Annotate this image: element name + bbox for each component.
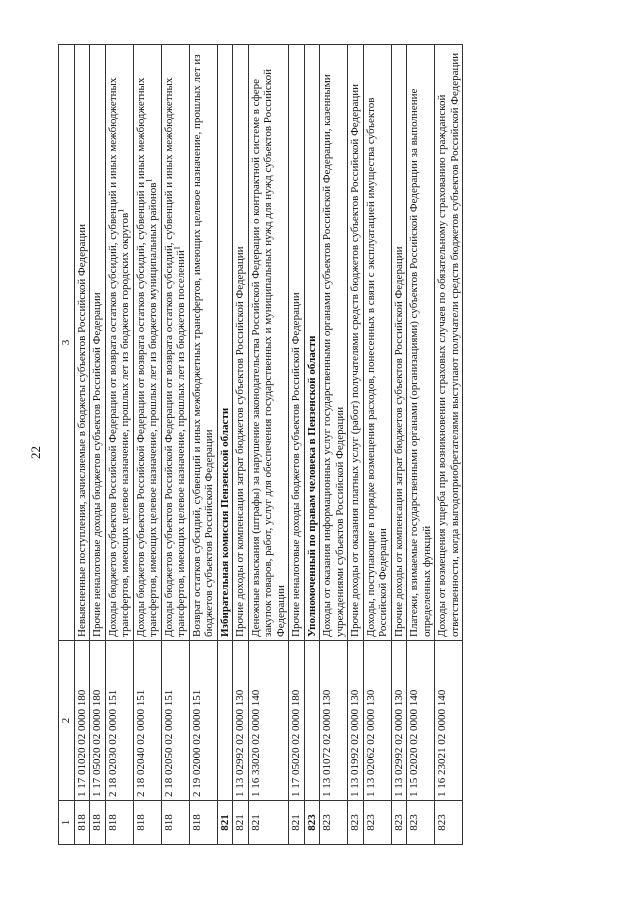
- description-cell: [435, 45, 463, 641]
- description-text: Прочие неналоговые доходы бюджетов субъектов Российской Федерации: [91, 292, 103, 637]
- budget-code-cell: 1 16 23021 02 0000 140: [435, 641, 463, 801]
- admin-code-cell: 823: [407, 801, 435, 845]
- budget-code-cell: 2 18 02030 02 0000 151: [105, 641, 133, 801]
- footnote-marker: 1: [172, 246, 182, 251]
- description-cell: [90, 45, 106, 641]
- table-row: [320, 45, 348, 845]
- header-col-1: 1: [59, 801, 75, 845]
- table-row: [133, 45, 161, 845]
- description-cell: [407, 45, 435, 641]
- budget-code-cell: 1 17 05020 02 0000 180: [90, 641, 106, 801]
- description-text: Прочие доходы от оказания платных услуг (работ) получателями средств бюджетов субъектов Российской Федерации: [349, 83, 361, 637]
- budget-code-cell: 2 18 02050 02 0000 151: [161, 641, 189, 801]
- table-row: [161, 45, 189, 845]
- table-row: [363, 45, 391, 845]
- description-text: Избирательная комиссия Пензенской области: [218, 407, 231, 637]
- table-row: [435, 45, 463, 845]
- description-text: Прочие доходы от компенсации затрат бюджетов субъектов Российской Федерации: [392, 246, 405, 637]
- table-row: [289, 45, 305, 845]
- admin-code-cell: 823: [363, 801, 391, 845]
- description-text: Возврат остатков субсидий, субвенций и иных межбюджетных трансфертов, имеющих целевое назначение, прошлых лет из бюджетов субъектов Российской Федерации: [190, 54, 215, 637]
- admin-code-cell: 823: [320, 801, 348, 845]
- admin-code-cell: 818: [161, 801, 189, 845]
- admin-code-cell: 823: [304, 801, 320, 845]
- budget-code-cell: 1 16 33020 02 0000 140: [248, 641, 289, 801]
- description-text: Доходы бюджетов субъектов Российской Федерации от возврата остатков субсидий, субвенций и иных межбюджетных трансфертов, имеющих целевое назначение, прошлых лет из бюджетов городских округов: [106, 77, 131, 637]
- table-row: [105, 45, 133, 845]
- description-cell: [105, 45, 133, 641]
- income-codes-table: [58, 44, 463, 845]
- description-text: Доходы бюджетов субъектов Российской Федерации от возврата остатков субсидий, субвенций и иных межбюджетных трансфертов, имеющих целевое назначение, прошлых лет из бюджетов муниципальных районов: [134, 77, 159, 637]
- description-text: Невыясненные поступления, зачисляемые в бюджеты субъектов Российской Федерации: [75, 224, 88, 637]
- budget-code-cell: 1 13 02992 02 0000 130: [233, 641, 249, 801]
- description-cell: [320, 45, 348, 641]
- description-text: Прочие неналоговые доходы бюджетов субъектов Российской Федерации: [290, 292, 302, 637]
- budget-code-cell: 1 13 02992 02 0000 130: [391, 641, 407, 801]
- description-text: Прочие доходы от компенсации затрат бюджетов субъектов Российской Федерации: [234, 246, 246, 637]
- description-cell: [189, 45, 217, 641]
- description-cell: [391, 45, 407, 641]
- description-text: Уполномоченный по правам человека в Пензенской области: [305, 335, 318, 637]
- budget-code-cell: 1 17 01020 02 0000 180: [74, 641, 90, 801]
- budget-code-cell: 1 13 01072 02 0000 130: [320, 641, 348, 801]
- description-text: Платежи, взимаемые государственными органами (организациями) субъектов Российской Федерации за выполнение определенных функций: [408, 88, 433, 637]
- description-cell: [217, 45, 233, 641]
- description-cell: [133, 45, 161, 641]
- budget-code-cell: 2 19 02000 02 0000 151: [189, 641, 217, 801]
- admin-code-cell: 823: [348, 801, 364, 845]
- budget-code-cell: [304, 641, 320, 801]
- description-cell: [304, 45, 320, 641]
- budget-code-cell: 1 15 02020 02 0000 140: [407, 641, 435, 801]
- budget-code-cell: 1 13 01992 02 0000 130: [348, 641, 364, 801]
- description-cell: [348, 45, 364, 641]
- description-cell: [233, 45, 249, 641]
- table-row: [90, 45, 106, 845]
- table-row: [407, 45, 435, 845]
- admin-code-cell: 818: [90, 801, 106, 845]
- admin-code-cell: 818: [189, 801, 217, 845]
- section-heading-row: [217, 45, 233, 845]
- admin-code-cell: 818: [133, 801, 161, 845]
- description-cell: [248, 45, 289, 641]
- table-row: [348, 45, 364, 845]
- description-text: Доходы бюджетов субъектов Российской Федерации от возврата остатков субсидий, субвенций и иных межбюджетных трансфертов, имеющих целевое назначение, прошлых лет из бюджетов поселений: [162, 77, 187, 637]
- admin-code-cell: 821: [233, 801, 249, 845]
- table-header-row: [59, 45, 75, 845]
- header-col-3: 3: [59, 45, 75, 641]
- description-text: Доходы, поступающие в порядке возмещения расходов, понесенных в связи с эксплуатацией имущества субъектов Российской Федерации: [364, 97, 389, 637]
- admin-code-cell: 823: [391, 801, 407, 845]
- table-row: [189, 45, 217, 845]
- header-col-2: 2: [59, 641, 75, 801]
- table-row: [233, 45, 249, 845]
- table-row: [248, 45, 289, 845]
- admin-code-cell: 821: [248, 801, 289, 845]
- admin-code-cell: 821: [289, 801, 305, 845]
- description-cell: [289, 45, 305, 641]
- admin-code-cell: 821: [217, 801, 233, 845]
- table-body: [74, 45, 463, 845]
- description-text: Доходы от возмещения ущерба при возникновении страховых случаев по обязательному страхованию гражданской ответственности, когда выгодоприобретателями выступают получатели средств бюджетов субъектов Российской Федерации: [436, 52, 461, 637]
- footnote-marker: 1: [116, 208, 126, 213]
- admin-code-cell: 823: [435, 801, 463, 845]
- description-text: Доходы от оказания информационных услуг государственными органами субъектов Российской Федерации, казенными учреждениями субъектов Российской Федерации: [321, 74, 346, 637]
- budget-code-cell: 1 13 02062 02 0000 130: [363, 641, 391, 801]
- section-heading-row: [304, 45, 320, 845]
- budget-code-cell: 1 17 05020 02 0000 180: [289, 641, 305, 801]
- admin-code-cell: 818: [105, 801, 133, 845]
- description-text: Денежные взыскания (штрафы) за нарушение законодательства Российской Федерации о контрактной системе в сфере закупок товаров, работ, услуг для обеспечения государственных и муниципальных нужд для нужд субъектов Российской Федерации: [249, 69, 287, 637]
- page-number: 22: [28, 446, 43, 459]
- description-cell: [363, 45, 391, 641]
- table-row: [74, 45, 90, 845]
- description-cell: [74, 45, 90, 641]
- admin-code-cell: 818: [74, 801, 90, 845]
- footnote-marker: 1: [144, 178, 154, 183]
- budget-code-cell: 2 18 02040 02 0000 151: [133, 641, 161, 801]
- budget-code-cell: [217, 641, 233, 801]
- description-cell: [161, 45, 189, 641]
- table-row: [391, 45, 407, 845]
